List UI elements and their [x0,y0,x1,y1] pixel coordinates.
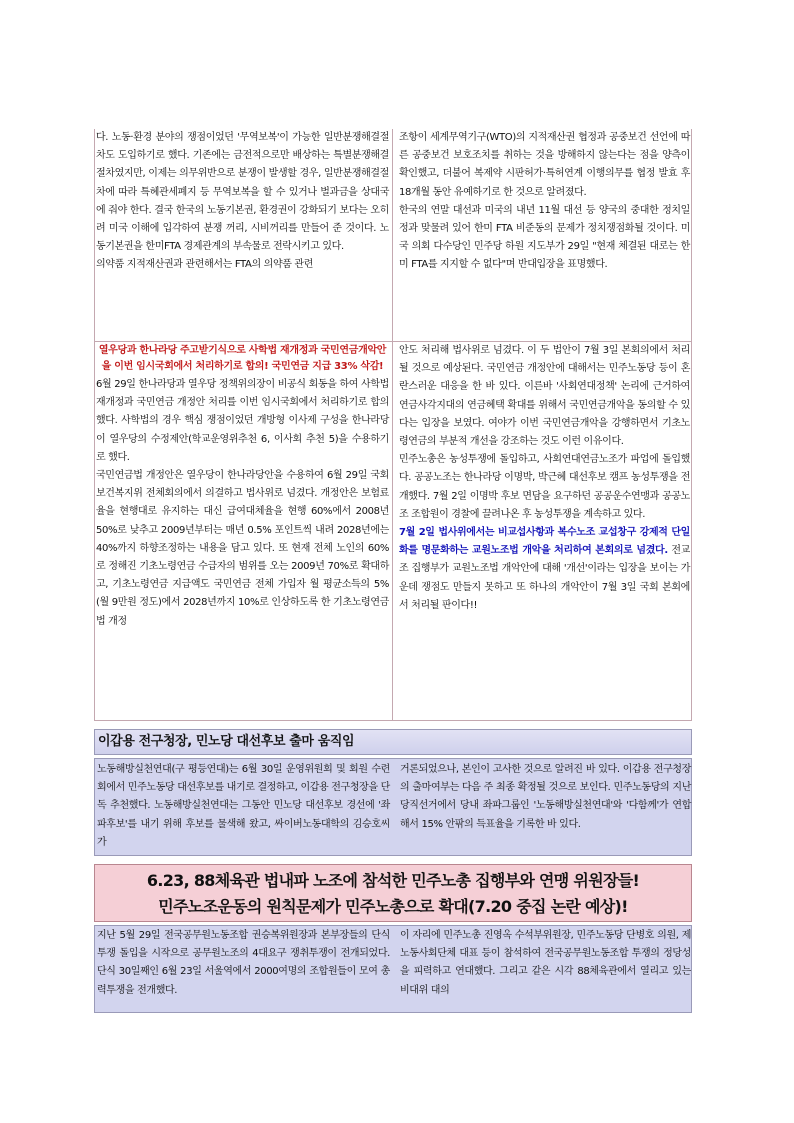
section-fta-continued [94,129,692,341]
section-title-line: 6.23, 88체육관 법내파 노조에 참석한 민주노총 집행부와 연맹 위원장들! [146,871,640,890]
right-column [393,129,692,275]
paragraph: 6월 29일 한나라당과 열우당 정책위의장이 비공식 회동을 하여 사학법 재개정과 국민연금 개정안 처리를 이번 임시국회에서 처리하기로 합의했다. 사학법의 경우 핵심 쟁점이었던 개방형 이사제 구성을 한나라당이 열우당의 수정제안(학교운영위추천 6, 이사회 추천 5)을 수용하기로 했다. [96,379,389,463]
section-title: 이갑용 전구청장, 민노당 대선후보 출마 움직임 [98,734,355,749]
paragraph: 노동해방실천연대(구 평등연대)는 6월 30일 운영위원회 및 회원 수련회에서 민주노동당 대선후보를 내기로 결정하고, 이갑용 전구청장을 단독 추천했다. 노동해방실천연대는 그동안 민노당 대선후보 경선에 '좌파후보'를 내기 위해 후보를 물색해 왔고, 싸이버노동대학의 김승호씨가 [97,764,390,848]
paragraph: 거론되었으나, 본인이 고사한 것으로 알려진 바 있다. 이갑용 전구청장의 출마여부는 다음 주 최종 확정될 것으로 보인다. 민주노동당의 지난 당직선거에서 당내 좌파그룹인 '노동해방실천연대'와 '다함께'가 연합해서 15% 안팎의 득표율을 기록한 바 있다. [400,764,691,830]
paragraph: 안도 처리해 법사위로 넘겼다. 이 두 법안이 7월 3일 본회의에서 처리될 것으로 예상된다. 국민연금 개정안에 대해서는 민주노동당 등이 혼란스러운 대응을 한 바 있다. 이른바 '사회연대정책' 논리에 근거하여 연금사각지대의 연금혜택 확대를 위해서 국민연금개악을 동의할 수 있다는 입장을 보였다. 여야가 이번 국민연금개악을 강행하면서 기초노령연금의 부분적 개선을 강조하는 것도 이런 이유이다. [399,345,690,448]
section-candidate [94,758,692,856]
paragraph: 국민연금법 개정안은 열우당이 한나라당안을 수용하여 6월 29일 국회 보건복지위 전체회의에서 의결하고 법사위로 넘겼다. 개정안은 보험료율을 현행대로 유지하는 대신 급여대체율을 현행 60%에서 2008년 50%로 낮추고 2009년부터는 매년 0.5% 포인트씩 내려 2028년에는 40%까지 하향조정하는 내용을 담고 있다. 또 현재 전체 노인의 60%로 정해진 기초노령연금 수급자의 범위를 오는 2009년 70%로 확대하고, 기초노령연금 지급액도 국민연금 전체 가입자 월 평균소득의 5%(월 9만원 정도)에서 2028년까지 10%로 인상하도록 한 기초노령연금법 개정 [96,470,389,627]
paragraph: 이 자리에 민주노총 진영옥 수석부위원장, 민주노동당 단병호 의원, 제노동사회단체 대표 등이 참석하여 전국공무원노동조합 투쟁의 정당성을 피력하고 연대했다. 그리고 같은 시각 88체육관에서 열리고 있는 비대위 대의 [400,930,691,996]
paragraph: 조항이 세계무역기구(WTO)의 지적재산권 협정과 공중보건 선언에 따른 공중보건 보호조치를 취하는 것을 방해하지 않는다는 점을 양측이 확인했고, 더불어 복제약 시판허가·특허연계 이행의무를 협정 발효 후 18개월 동안 유예하기로 한 것으로 알려졌다. [399,132,690,198]
headline: 열우당과 한나라당 주고받기식으로 사학법 재개정과 국민연금개악안을 이번 임시국회에서 처리하기로 합의! 국민연금 지급 33% 삭감! [98,345,387,372]
paragraph: 민주노총은 농성투쟁에 돌입하고, 사회연대연금노조가 파업에 돌입했다. 공공노조는 한나라당 이명박, 박근혜 대선후보 캠프 농성투쟁을 전개했다. 7월 2일 이명박 후보 면담을 요구하던 공공운수연맹과 공공노조 조합원이 경찰에 끌려나온 후 농성투쟁을 계속하고 있다. [399,454,690,520]
left-column [94,342,393,631]
section-title-banner [94,864,692,922]
highlight-text: 7월 2일 법사위에서는 비교섭사항과 복수노조 교섭창구 강제적 단일화를 명문화하는 교원노조법 개악을 처리하여 본회의로 넘겼다. [399,527,690,557]
paragraph-tail: 전교조 집행부가 교원노조법 개악안에 대해 '개선'이라는 입장을 보이는 가운데 쟁점도 만들지 못하고 또 하나의 개악안이 7월 3일 국회 본회에서 처리될 판이다!! [399,545,690,611]
paragraph: 한국의 연말 대선과 미국의 내년 11월 대선 등 양국의 중대한 정치일정과 맞물려 있어 한미 FTA 비준동의 문제가 정치쟁점화될 것이다. 미국 의회 다수당인 민주당 하원 지도부가 29일 "현재 체결된 대로는 한미 FTA를 지지할 수 없다"며 반대입장을 표명했다. [399,204,690,271]
right-column [393,342,692,615]
right-column [394,926,693,1000]
paragraph: 지난 5월 29일 전국공무원노동조합 권승복위원장과 본부장들의 단식투쟁 돌입을 시작으로 공무원노조의 4대요구 쟁취투쟁이 전개되었다. 단식 30일째인 6월 23일 서울역에서 2000여명의 조합원들이 모여 총력투쟁을 전개했다. [97,930,390,996]
right-column [394,759,693,834]
paragraph [399,524,690,615]
section-pension-law [94,342,692,720]
section-title-line: 민주노조운동의 원칙문제가 민주노총으로 확대(7.20 중집 논란 예상)! [158,897,628,916]
left-column [95,759,394,852]
section-title-banner [94,729,692,755]
section-separator [94,720,692,721]
paragraph: 의약품 지적재산권과 관련해서는 FTA의 의약품 관련 [96,259,314,271]
left-column [94,129,393,275]
paragraph: 다. 노동·환경 분야의 쟁점이었던 '무역보복'이 가능한 일반분쟁해결절차도 도입하기로 했다. 기존에는 금전적으로만 배상하는 특별분쟁해결절차였지만, 이제는 의무위반으로 분쟁이 발생할 경우, 일반분쟁해결절차에 따라 특혜관세폐지 등 무역보복을 할 수 있거나 벌과금을 상대국에 줘야 한다. 결국 한국의 노동기본권, 환경권이 강화되기 보다는 오히려 미국 이해에 입각하여 분쟁 꺼리, 시비꺼리를 만들어 준 것이다. 노동기본권을 한미FTA 경제관계의 부속물로 전락시키고 있다. [96,132,389,253]
left-column [95,926,394,1000]
section-union [94,925,692,1013]
